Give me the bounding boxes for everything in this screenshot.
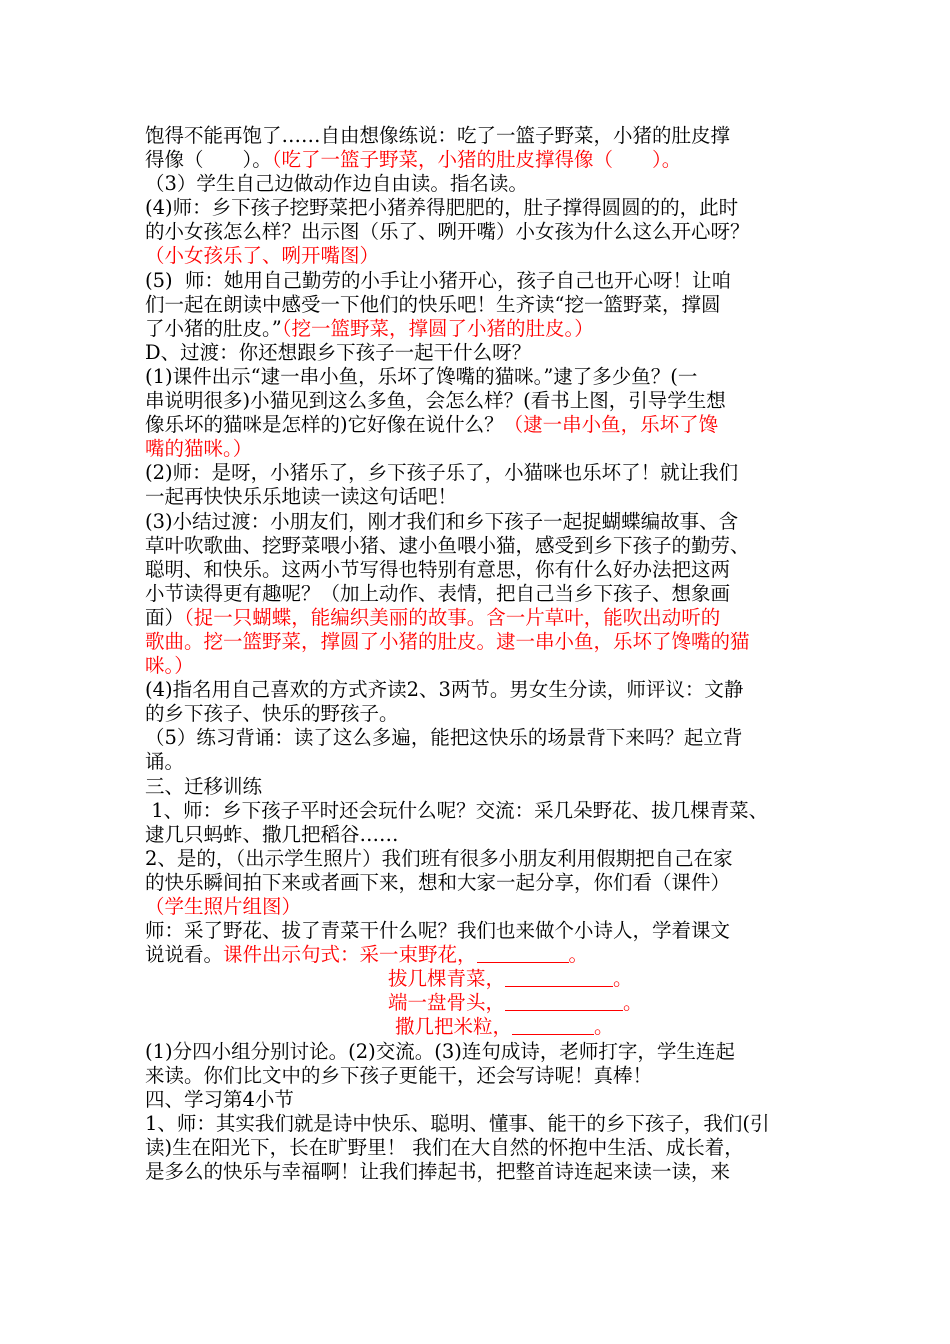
text-line xyxy=(145,967,825,991)
text-line xyxy=(145,196,825,220)
red-annotation-text: 咪。） xyxy=(145,654,194,678)
body-text: 的小女孩怎么样？出示图（乐了、咧开嘴）小女孩为什么这么开心呀？ xyxy=(145,220,750,244)
body-text: (4)指名用自己喜欢的方式齐读2、3两节。男女生分读，师评议：文静 xyxy=(145,678,744,702)
body-text: 是多么的快乐与幸福啊！让我们捧起书，把整首诗连起来读一读，来 xyxy=(145,1160,731,1184)
text-line xyxy=(145,220,825,244)
body-text: (1)分四小组分别讨论。(2)交流。(3)连句成诗，老师打字，学生连起 xyxy=(145,1039,735,1063)
body-text: 面） xyxy=(145,605,185,629)
body-text: 一起再快快乐乐地读一读这句话吧！ xyxy=(145,485,458,509)
body-text: 饱得不能再饱了……自由想像练说：吃了一篮子野菜，小猪的肚皮撑 xyxy=(145,124,731,147)
text-line xyxy=(145,413,825,437)
text-line xyxy=(145,124,825,148)
text-line xyxy=(145,1040,825,1064)
body-text: 聪明、和快乐。这两小节写得也特别有意思，你有什么好办法把这两 xyxy=(145,557,731,581)
text-line xyxy=(145,534,825,558)
body-text: (2)师：是呀，小猪乐了，乡下孩子乐了，小猫咪也乐坏了！就让我们 xyxy=(145,461,739,485)
text-line xyxy=(145,510,825,534)
red-annotation-text: 嘴的猫咪。） xyxy=(145,437,253,461)
text-line xyxy=(145,1015,825,1039)
red-annotation-text: （吃了一篮子野菜，小猪的肚皮撑得像（ ）。 xyxy=(271,148,682,172)
body-text: 得像（ ）。 xyxy=(145,148,272,172)
red-annotation-text: （小女孩乐了、咧开嘴图） xyxy=(145,244,380,268)
text-line xyxy=(145,726,825,750)
fill-in-blank xyxy=(505,992,623,1011)
text-line xyxy=(145,630,825,654)
text-line xyxy=(145,582,825,606)
text-line xyxy=(145,365,825,389)
text-line xyxy=(145,461,825,485)
body-text: （3）学生自己边做动作边自由读。指名读。 xyxy=(145,172,528,196)
text-line xyxy=(145,172,825,196)
text-line xyxy=(145,558,825,582)
body-text: (1)课件出示“逮一串小鱼，乐坏了馋嘴的猫咪。”逮了多少鱼？(一 xyxy=(145,364,698,388)
text-line xyxy=(145,678,825,702)
text-line xyxy=(145,871,825,895)
red-annotation-text: 端一盘骨头， xyxy=(388,991,506,1015)
body-text: (4)师：乡下孩子挖野菜把小猪养得肥肥的，肚子撑得圆圆的的，此时 xyxy=(145,196,739,220)
body-text: 的快乐瞬间拍下来或者画下来，想和大家一起分享，你们看（课件） xyxy=(145,870,731,894)
text-line xyxy=(145,654,825,678)
text-line xyxy=(145,1088,825,1112)
text-line xyxy=(145,750,825,774)
text-line xyxy=(145,437,825,461)
body-text: D、过渡：你还想跟乡下孩子一起干什么呀？ xyxy=(145,340,532,364)
red-annotation-text: 。 xyxy=(613,967,633,991)
lesson-plan-text xyxy=(145,124,825,1184)
body-text: 2、是的，（出示学生照片）我们班有很多小朋友利用假期把自己在家 xyxy=(145,846,733,870)
body-text: 像乐坏的猫咪是怎样的)它好像在说什么？ xyxy=(145,413,504,437)
text-line xyxy=(145,1160,825,1184)
text-line xyxy=(145,943,825,967)
red-annotation-text: （捉一只蝴蝶，能编织美丽的故事。含一片草叶，能吹出动听的 xyxy=(184,605,721,629)
text-line xyxy=(145,269,825,293)
text-line xyxy=(145,1064,825,1088)
text-line xyxy=(145,148,825,172)
fill-in-blank xyxy=(512,1016,594,1035)
body-text: 串说明很多)小猫见到这么多鱼，会怎么样？(看书上图，引导学生想 xyxy=(145,389,726,413)
red-annotation-text: 。 xyxy=(623,991,643,1015)
text-line xyxy=(145,799,825,823)
body-text: (5) 师：她用自己勤劳的小手让小猪开心，孩子自己也开心呀！让咱 xyxy=(145,268,732,292)
body-text: 师：采了野花、拔了青菜干什么呢？我们也来做个小诗人，学着课文 xyxy=(145,919,731,943)
body-text: 读)生在阳光下，长在旷野里！ 我们在大自然的怀抱中生活、成长着， xyxy=(145,1135,744,1159)
text-line xyxy=(145,823,825,847)
fill-in-blank xyxy=(477,944,569,963)
body-text: 了小猪的肚皮。” xyxy=(145,316,282,340)
text-line xyxy=(145,702,825,726)
red-annotation-text: 课件出示句式：采一束野花， xyxy=(223,943,477,967)
text-line xyxy=(145,606,825,630)
body-text: 三、迁移训练 xyxy=(145,774,263,798)
text-line xyxy=(145,919,825,943)
fill-in-blank xyxy=(505,968,613,987)
body-text: 1、师：乡下孩子平时还会玩什么呢？交流：采几朵野花、拔几棵青菜、 xyxy=(145,798,769,822)
body-text: 四、学习第4小节 xyxy=(145,1087,294,1111)
body-text: 说说看。 xyxy=(145,943,224,967)
body-text: 来读。你们比文中的乡下孩子更能干，还会写诗呢！真棒！ xyxy=(145,1063,653,1087)
text-line xyxy=(145,389,825,413)
text-line xyxy=(145,1112,825,1136)
body-text: （5）练习背诵：读了这么多遍，能把这快乐的场景背下来吗？起立背 xyxy=(145,726,743,750)
text-line xyxy=(145,847,825,871)
body-text: 小节读得更有趣呢？（加上动作、表情，把自己当乡下孩子、想象画 xyxy=(145,581,731,605)
text-line xyxy=(145,317,825,341)
red-annotation-text: 拔几棵青菜， xyxy=(388,967,506,991)
red-annotation-text: 歌曲。挖一篮野菜，撑圆了小猪的肚皮。逮一串小鱼，乐坏了馋嘴的猫 xyxy=(145,629,750,653)
red-annotation-text: 。 xyxy=(568,943,589,967)
text-line xyxy=(145,341,825,365)
red-annotation-text: （学生照片组图） xyxy=(145,895,302,918)
text-line xyxy=(145,244,825,268)
body-text: 的乡下孩子、快乐的野孩子。 xyxy=(145,702,399,726)
red-annotation-text: （逮一串小鱼，乐坏了馋 xyxy=(503,413,719,437)
body-text: 诵。 xyxy=(145,750,185,774)
red-annotation-text: 撒几把米粒， xyxy=(395,1015,513,1039)
body-text: (3)小结过渡：小朋友们，刚才我们和乡下孩子一起捉蝴蝶编故事、含 xyxy=(145,509,739,533)
red-annotation-text: （挖一篮野菜，撑圆了小猪的肚皮。） xyxy=(281,316,594,340)
text-line xyxy=(145,1136,825,1160)
text-line xyxy=(145,293,825,317)
red-annotation-text: 。 xyxy=(594,1015,614,1039)
body-text: 1、师：其实我们就是诗中快乐、聪明、懂事、能干的乡下孩子，我们(引 xyxy=(145,1111,770,1135)
text-line xyxy=(145,775,825,799)
body-text: 逮几只蚂蚱、撒几把稻谷…… xyxy=(145,822,399,846)
body-text: 草叶吹歌曲、挖野菜喂小猪、逮小鱼喂小猫，感受到乡下孩子的勤劳、 xyxy=(145,533,750,557)
text-line xyxy=(145,895,825,919)
text-line xyxy=(145,991,825,1015)
body-text: 们一起在朗读中感受一下他们的快乐吧！生齐读“挖一篮野菜，撑圆 xyxy=(145,292,721,316)
text-line xyxy=(145,485,825,509)
